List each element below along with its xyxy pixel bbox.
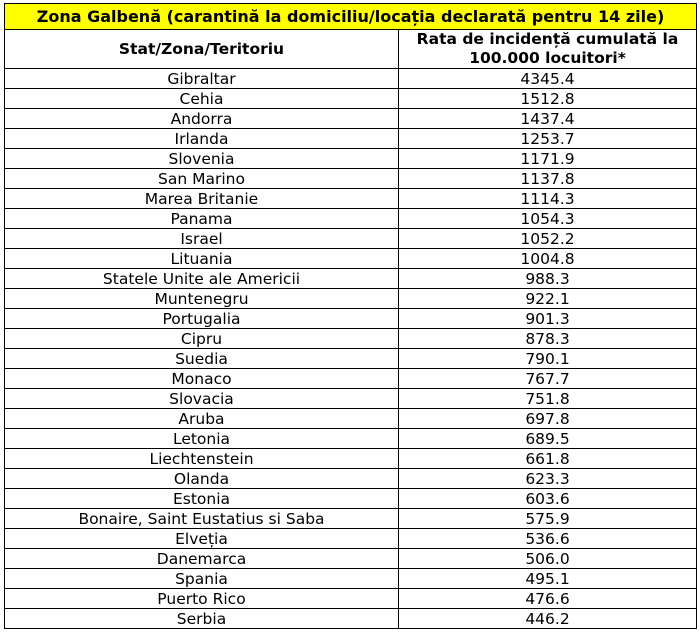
table-row [5,269,697,289]
yellow-zone-table [4,3,697,629]
table-row [5,129,697,149]
table-row [5,509,697,529]
country-cell: Panama [5,209,399,229]
rate-cell: 1171.9 [399,149,697,169]
rate-cell: 1054.3 [399,209,697,229]
column-header-country: Stat/Zona/Teritoriu [5,30,399,69]
rate-cell: 767.7 [399,369,697,389]
rate-cell: 536.6 [399,529,697,549]
country-cell: Elveția [5,529,399,549]
table-row [5,109,697,129]
table-row [5,349,697,369]
country-cell: Muntenegru [5,289,399,309]
rate-cell: 476.6 [399,589,697,609]
table-row [5,569,697,589]
country-cell: Danemarca [5,549,399,569]
country-cell: Statele Unite ale Americii [5,269,399,289]
table-row [5,149,697,169]
table-body [5,69,697,629]
country-cell: Irlanda [5,129,399,149]
country-cell: Monaco [5,369,399,389]
rate-cell: 446.2 [399,609,697,629]
rate-cell: 495.1 [399,569,697,589]
rate-cell: 697.8 [399,409,697,429]
rate-cell: 790.1 [399,349,697,369]
table-row [5,409,697,429]
country-cell: Liechtenstein [5,449,399,469]
country-cell: Spania [5,569,399,589]
table-row [5,609,697,629]
table-row [5,329,697,349]
country-cell: Bonaire, Saint Eustatius si Saba [5,509,399,529]
rate-cell: 1004.8 [399,249,697,269]
table-row [5,549,697,569]
rate-cell: 1114.3 [399,189,697,209]
rate-cell: 4345.4 [399,69,697,89]
table-title-row [5,4,697,30]
rate-cell: 1052.2 [399,229,697,249]
column-header-rate-line2: 100.000 locuitori* [469,49,626,67]
country-cell: San Marino [5,169,399,189]
table-row [5,209,697,229]
table-title: Zona Galbenă (carantină la domiciliu/locația declarată pentru 14 zile) [5,4,697,30]
rate-cell: 1437.4 [399,109,697,129]
table-row [5,389,697,409]
country-cell: Estonia [5,489,399,509]
table-row [5,169,697,189]
table-row [5,309,697,329]
country-cell: Puerto Rico [5,589,399,609]
rate-cell: 751.8 [399,389,697,409]
country-cell: Serbia [5,609,399,629]
country-cell: Andorra [5,109,399,129]
table-row [5,369,697,389]
country-cell: Olanda [5,469,399,489]
rate-cell: 603.6 [399,489,697,509]
country-cell: Slovacia [5,389,399,409]
country-cell: Portugalia [5,309,399,329]
table-row [5,589,697,609]
table-row [5,449,697,469]
table-row [5,249,697,269]
table-header-row [5,30,697,69]
rate-cell: 661.8 [399,449,697,469]
country-cell: Israel [5,229,399,249]
column-header-rate-line1: Rata de incidență cumulată la [416,30,679,48]
country-cell: Lituania [5,249,399,269]
table-row [5,529,697,549]
rate-cell: 689.5 [399,429,697,449]
rate-cell: 878.3 [399,329,697,349]
table-row [5,469,697,489]
rate-cell: 575.9 [399,509,697,529]
country-cell: Marea Britanie [5,189,399,209]
country-cell: Cipru [5,329,399,349]
rate-cell: 1512.8 [399,89,697,109]
table-row [5,229,697,249]
country-cell: Letonia [5,429,399,449]
rate-cell: 623.3 [399,469,697,489]
country-cell: Gibraltar [5,69,399,89]
table-row [5,429,697,449]
rate-cell: 1137.8 [399,169,697,189]
table-row [5,489,697,509]
rate-cell: 988.3 [399,269,697,289]
table-row [5,189,697,209]
country-cell: Aruba [5,409,399,429]
rate-cell: 901.3 [399,309,697,329]
country-cell: Slovenia [5,149,399,169]
rate-cell: 922.1 [399,289,697,309]
rate-cell: 506.0 [399,549,697,569]
country-cell: Cehia [5,89,399,109]
table-row [5,89,697,109]
column-header-rate [399,30,697,69]
table-row [5,69,697,89]
rate-cell: 1253.7 [399,129,697,149]
table-row [5,289,697,309]
country-cell: Suedia [5,349,399,369]
